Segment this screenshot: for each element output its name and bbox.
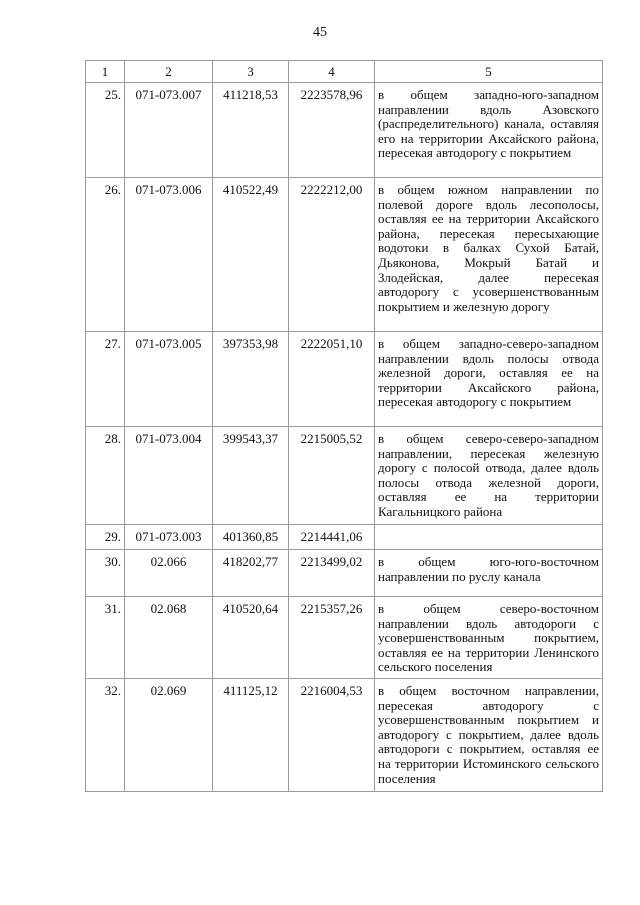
coord-y: 2215357,26 [289, 597, 375, 679]
boundary-description: в общем западно-юго-западном направлении вдоль Азовского (распределительного) канала, оставляя его на территории Аксайского района, пересекая автодорогу с покрытием [375, 83, 603, 178]
coord-x: 411218,53 [213, 83, 289, 178]
row-number: 32. [86, 678, 125, 791]
table-row [86, 332, 603, 427]
boundary-description: в общем юго-юго-восточном направлении по руслу канала [375, 550, 603, 597]
boundary-description: в общем северо-северо-западном направлении, пересекая железную дорогу с полосой отвода, далее вдоль полосы отвода железной дороги, оставляя ее на территории Кагальницкого района [375, 427, 603, 525]
table-header-row [86, 61, 603, 83]
point-code: 071-073.006 [125, 178, 213, 332]
boundary-points-table [85, 60, 603, 792]
coord-y: 2216004,53 [289, 678, 375, 791]
coord-x: 397353,98 [213, 332, 289, 427]
point-code: 02.066 [125, 550, 213, 597]
row-number: 26. [86, 178, 125, 332]
header-col-5: 5 [375, 61, 603, 83]
coord-y: 2222212,00 [289, 178, 375, 332]
point-code: 071-073.005 [125, 332, 213, 427]
table-row [86, 427, 603, 525]
table-row [86, 597, 603, 679]
boundary-description: в общем западно-северо-западном направлении вдоль полосы отвода железной дороги, оставляя ее на территории Аксайского района, пересекая автодорогу с покрытием [375, 332, 603, 427]
coord-y: 2222051,10 [289, 332, 375, 427]
row-number: 30. [86, 550, 125, 597]
row-number: 25. [86, 83, 125, 178]
coord-y: 2215005,52 [289, 427, 375, 525]
table-row [86, 678, 603, 791]
row-number: 27. [86, 332, 125, 427]
boundary-description: в общем северо-восточном направлении вдоль автодороги с усовершенствованным покрытием, оставляя ее на территории Ленинского сельского поселения [375, 597, 603, 679]
coord-x: 401360,85 [213, 525, 289, 550]
table-row [86, 83, 603, 178]
point-code: 071-073.004 [125, 427, 213, 525]
coord-x: 399543,37 [213, 427, 289, 525]
point-code: 071-073.007 [125, 83, 213, 178]
point-code: 02.068 [125, 597, 213, 679]
table-row [86, 525, 603, 550]
coord-x: 410520,64 [213, 597, 289, 679]
coord-x: 410522,49 [213, 178, 289, 332]
page-number: 45 [313, 25, 327, 40]
table-row [86, 550, 603, 597]
boundary-description: в общем южном направлении по полевой дороге вдоль лесополосы, оставляя ее на территории Аксайского района, пересекая пересыхающие водотоки в балках Сухой Батай, Дьяконова, Мокрый Батай и Злодейская, далее пересекая автодорогу с усовершенствованным покрытием и железную дорогу [375, 178, 603, 332]
coord-y: 2223578,96 [289, 83, 375, 178]
table-row [86, 178, 603, 332]
boundary-description [375, 525, 603, 550]
coord-x: 411125,12 [213, 678, 289, 791]
header-col-1: 1 [86, 61, 125, 83]
row-number: 29. [86, 525, 125, 550]
header-col-3: 3 [213, 61, 289, 83]
coord-y: 2213499,02 [289, 550, 375, 597]
coord-x: 418202,77 [213, 550, 289, 597]
coord-y: 2214441,06 [289, 525, 375, 550]
row-number: 31. [86, 597, 125, 679]
point-code: 071-073.003 [125, 525, 213, 550]
header-col-4: 4 [289, 61, 375, 83]
boundary-description: в общем восточном направлении, пересекая автодорогу с усовершенствованным покрытием и автодорогу с покрытием, далее вдоль автодороги с покрытием, оставляя ее на территории Истоминского сельского поселения [375, 678, 603, 791]
point-code: 02.069 [125, 678, 213, 791]
header-col-2: 2 [125, 61, 213, 83]
row-number: 28. [86, 427, 125, 525]
